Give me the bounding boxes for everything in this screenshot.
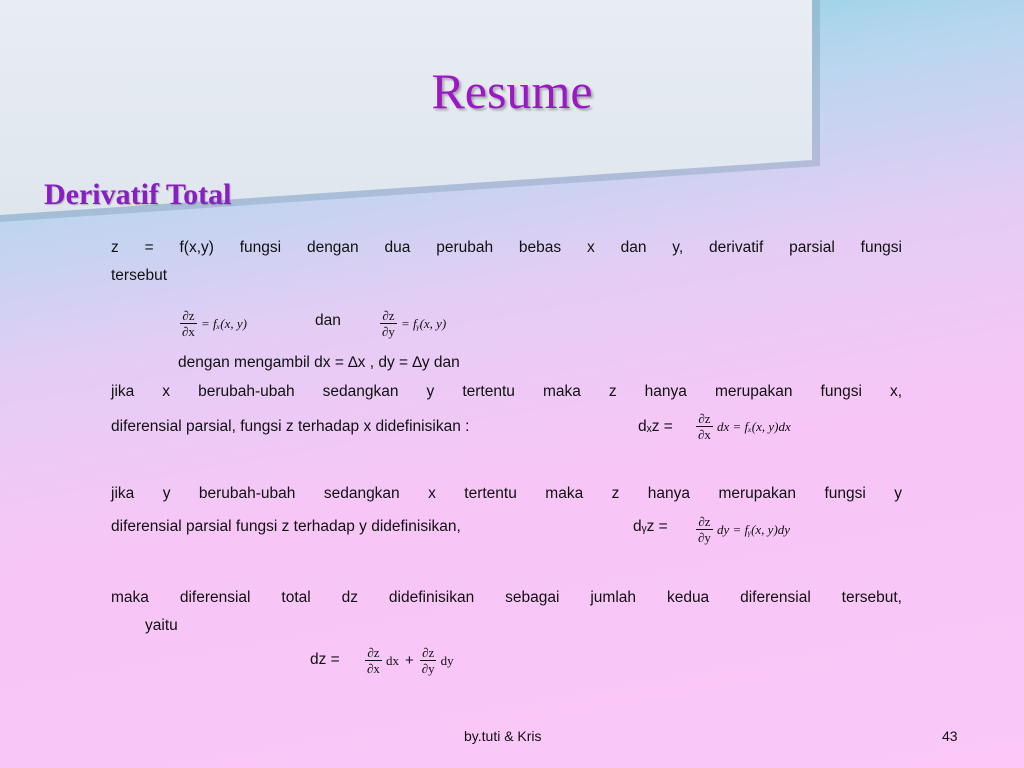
eq1-rhs: = fₓ(x, y) xyxy=(200,315,247,331)
y-eq-rhs: dy = fᵧ(x, y)dy xyxy=(716,521,791,537)
eq2-numerator: ∂z xyxy=(382,308,395,323)
total-line-2: yaitu xyxy=(145,617,178,634)
y-diff-eq xyxy=(696,514,790,545)
mengambil-line: dengan mengambil dx = ∆x , dy = ∆y dan xyxy=(178,354,460,371)
dz-term1-rhs: dx xyxy=(385,652,399,668)
total-line-1: maka diferensial total dz didefinisikan sebagai jumlah kedua diferensial tersebut, xyxy=(111,589,902,606)
dz-term2-denominator: ∂y xyxy=(421,661,435,676)
partial-eq-x xyxy=(180,308,247,339)
eq2-denominator: ∂y xyxy=(382,324,395,339)
intro-paragraph xyxy=(111,234,902,290)
page-number: 43 xyxy=(942,728,958,744)
footer-author: by.tuti & Kris xyxy=(464,728,542,744)
partial-eq-y xyxy=(380,308,446,339)
x-eq-numerator: ∂z xyxy=(698,411,711,426)
x-diff-eq xyxy=(696,411,791,442)
dz-term1-denominator: ∂x xyxy=(367,661,380,676)
x-eq-denominator: ∂x xyxy=(698,427,711,442)
y-eq-denominator: ∂y xyxy=(698,530,711,545)
y-line-2: diferensial parsial fungsi z terhadap y didefinisikan, xyxy=(111,518,461,535)
total-differential-eq xyxy=(365,645,454,676)
slide-subtitle: Derivatif Total xyxy=(44,178,232,211)
y-dz-label: dᵧz = xyxy=(633,518,668,535)
x-paragraph xyxy=(111,378,902,406)
slide-title: Resume xyxy=(431,63,593,119)
x-dz-label: dₓz = xyxy=(638,418,673,435)
x-line-2: diferensial parsial, fungsi z terhadap x didefinisikan : xyxy=(111,418,470,435)
plus-sign: + xyxy=(404,652,414,669)
y-paragraph xyxy=(111,480,902,508)
dz-label: dz = xyxy=(310,651,340,668)
y-line-1: jika y berubah-ubah sedangkan x tertentu maka z hanya merupakan fungsi y xyxy=(111,485,902,502)
dan-connector: dan xyxy=(315,312,341,329)
total-paragraph xyxy=(111,584,902,640)
x-line-1: jika x berubah-ubah sedangkan y tertentu maka z hanya merupakan fungsi x, xyxy=(111,383,902,400)
y-eq-numerator: ∂z xyxy=(698,514,711,529)
eq2-rhs: = fᵧ(x, y) xyxy=(400,315,447,331)
x-eq-rhs: dx = fₓ(x, y)dx xyxy=(716,418,791,434)
intro-line-2: tersebut xyxy=(111,267,168,284)
eq1-denominator: ∂x xyxy=(182,324,195,339)
dz-term2-rhs: dy xyxy=(440,652,454,668)
dz-term1-numerator: ∂z xyxy=(367,645,380,660)
dz-term2-numerator: ∂z xyxy=(422,645,435,660)
intro-line-1: z = f(x,y) fungsi dengan dua perubah bebas x dan y, derivatif parsial fungsi xyxy=(111,239,902,256)
eq1-numerator: ∂z xyxy=(182,308,195,323)
